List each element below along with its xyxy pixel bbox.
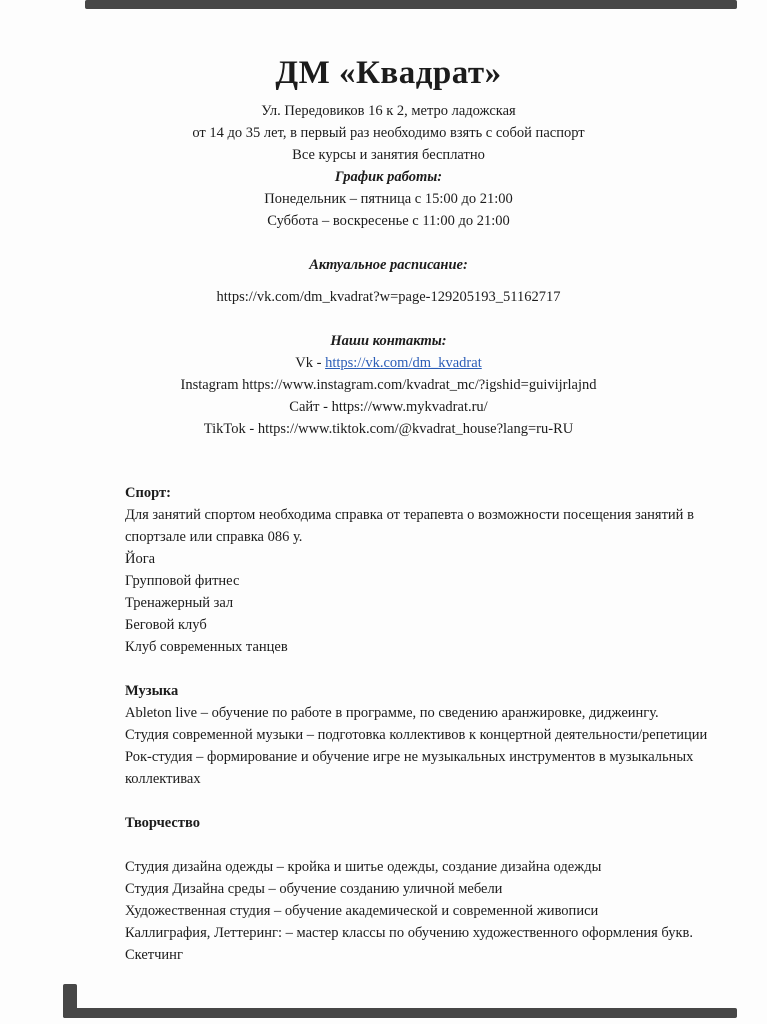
sport-intro: Для занятий спортом необходима справка от терапевта о возможности посещения занятий в спортзале или справка 086 у. — [125, 507, 694, 545]
vk-contact-line — [70, 352, 707, 374]
document-header — [0, 0, 767, 440]
schedule-label: График работы: — [334, 169, 443, 185]
section-creativity — [125, 812, 712, 966]
list-item: Тренажерный зал — [125, 595, 234, 611]
list-item: Групповой фитнес — [125, 573, 240, 589]
site-contact-line: Сайт - https://www.mykvadrat.ru/ — [289, 399, 488, 415]
timetable-label: Актуальное расписание: — [309, 257, 468, 273]
list-item: Художественная студия – обучение академической и современной живописи — [125, 903, 599, 919]
vk-link[interactable]: https://vk.com/dm_kvadrat — [325, 355, 482, 371]
section-music — [125, 680, 712, 790]
section-heading-creativity: Творчество — [125, 815, 200, 831]
section-heading-sport: Спорт: — [125, 485, 171, 501]
list-item: Беговой клуб — [125, 617, 207, 633]
free-courses-line: Все курсы и занятия бесплатно — [292, 147, 485, 163]
age-requirement-line: от 14 до 35 лет, в первый раз необходимо взять с собой паспорт — [192, 125, 585, 141]
tiktok-contact-line: TikTok - https://www.tiktok.com/@kvadrat_house?lang=ru-RU — [203, 421, 574, 437]
list-item: Студия современной музыки – подготовка коллективов к концертной деятельности/репетиции — [125, 727, 708, 743]
list-item: Йога — [125, 551, 156, 567]
section-heading-music: Музыка — [125, 683, 179, 699]
timetable-url: https://vk.com/dm_kvadrat?w=page-129205193_51162717 — [216, 289, 561, 305]
list-item: Студия Дизайна среды – обучение созданию уличной мебели — [125, 881, 503, 897]
scan-edge-bottom — [63, 1008, 737, 1018]
page-title: ДМ «Квадрат» — [275, 55, 502, 91]
list-item: Студия дизайна одежды – кройка и шитье одежды, создание дизайна одежды — [125, 859, 602, 875]
document-body — [0, 440, 767, 966]
scan-edge-top — [85, 0, 737, 9]
section-sport — [125, 482, 712, 658]
list-item: Рок-студия – формирование и обучение игре не музыкальных инструментов в музыкальных коллективах — [125, 749, 694, 787]
address-line: Ул. Передовиков 16 к 2, метро ладожская — [261, 103, 516, 119]
list-item: Каллиграфия, Леттеринг: – мастер классы по обучению художественного оформления букв. — [125, 925, 694, 941]
list-item: Клуб современных танцев — [125, 639, 288, 655]
schedule-weekend: Суббота – воскресенье с 11:00 до 21:00 — [267, 213, 510, 229]
schedule-weekdays: Понедельник – пятница с 15:00 до 21:00 — [264, 191, 513, 207]
vk-prefix: Vk - — [295, 355, 326, 371]
list-item: Ableton live – обучение по работе в программе, по сведению аранжировке, диджеингу. — [125, 705, 659, 721]
contacts-label: Наши контакты: — [330, 333, 447, 349]
list-item: Скетчинг — [125, 947, 183, 963]
instagram-contact-line: Instagram https://www.instagram.com/kvadrat_mc/?igshid=guivijrlajnd — [180, 377, 597, 393]
